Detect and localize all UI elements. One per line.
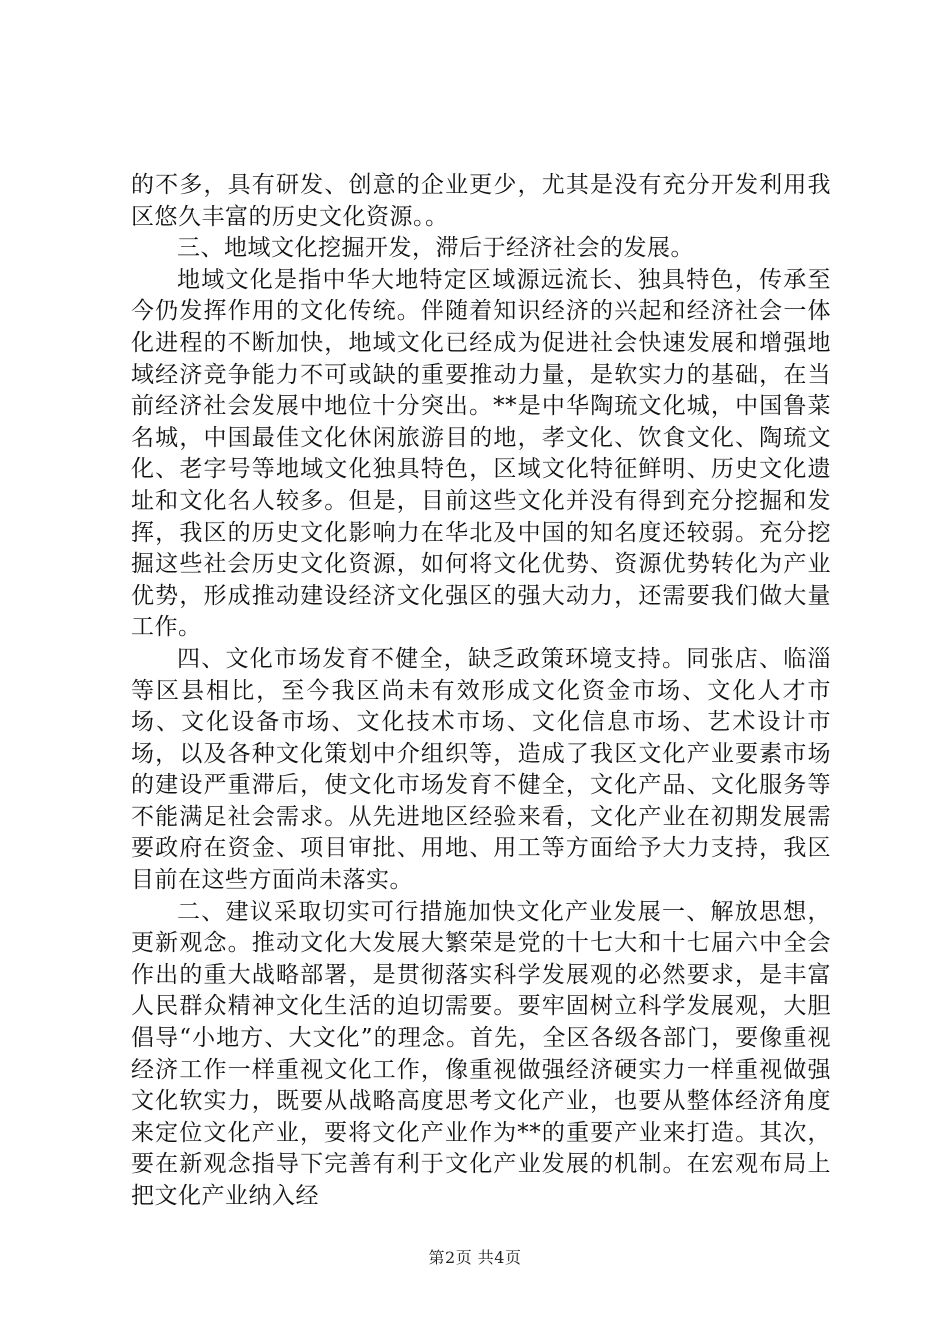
paragraph-continued: 的不多，具有研发、创意的企业更少，尤其是没有充分开发利用我区悠久丰富的历史文化资源。。 xyxy=(131,172,831,230)
paragraph-heading-three: 三、地域文化挖掘开发，滞后于经济社会的发展。 xyxy=(177,235,694,262)
paragraph-heading-four: 四、文化市场发育不健全，缺乏政策环境支持。同张店、临淄等区县相比，至今我区尚未有效形成文化资金市场、文化人才市场、文化设备市场、文化技术市场、文化信息市场、艺术设计市场，以及各种文化策划中介组织等，造成了我区文化产业要素市场的建设严重滞后，使文化市场发育不健全，文化产品、文化服务等不能满足社会需求。从先进地区经验来看，文化产业在初期发展需要政府在资金、项目审批、用地、用工等方面给予大力支持，我区目前在这些方面尚未落实。 xyxy=(131,645,831,894)
page-number-footer: 第2页 共4页 xyxy=(428,1248,522,1267)
document-body xyxy=(131,170,831,1213)
paragraph-suggestions: 二、建议采取切实可行措施加快文化产业发展一、解放思想，更新观念。推动文化大发展大繁荣是党的十七大和十七届六中全会作出的重大战略部署，是贯彻落实科学发展观的必然要求，是丰富人民群众精神文化生活的迫切需要。要牢固树立科学发展观，大胆倡导“小地方、大文化”的理念。首先，全区各级各部门，要像重视经济工作一样重视文化工作，像重视做强经济硬实力一样重视做强文化软实力，既要从战略高度思考文化产业，也要从整体经济角度来定位文化产业，要将文化产业作为**的重要产业来打造。其次，要在新观念指导下完善有利于文化产业发展的机制。在宏观布局上把文化产业纳入经 xyxy=(131,898,831,1209)
paragraph-regional-culture: 地域文化是指中华大地特定区域源远流长、独具特色，传承至今仍发挥作用的文化传统。伴随着知识经济的兴起和经济社会一体化进程的不断加快，地域文化已经成为促进社会快速发展和增强地域经济竞争能力不可或缺的重要推动力量，是软实力的基础，在当前经济社会发展中地位十分突出。**是中华陶琉文化城，中国鲁菜名城，中国最佳文化休闲旅游目的地，孝文化、饮食文化、陶琉文化、老字号等地域文化独具特色，区域文化特征鲜明、历史文化遗址和文化名人较多。但是，目前这些文化并没有得到充分挖掘和发挥，我区的历史文化影响力在华北及中国的知名度还较弱。充分挖掘这些社会历史文化资源，如何将文化优势、资源优势转化为产业优势，形成推动建设经济文化强区的强大动力，还需要我们做大量工作。 xyxy=(131,266,831,641)
